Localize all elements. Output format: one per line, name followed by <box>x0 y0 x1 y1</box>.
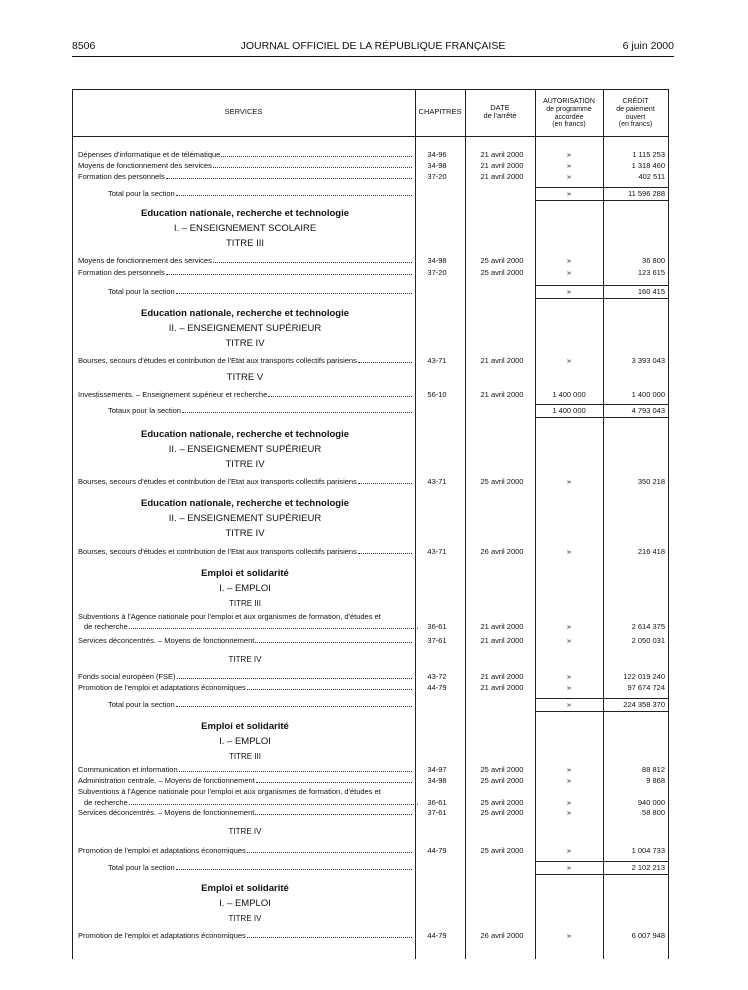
chapitre-cell: 43-72 <box>427 672 447 681</box>
row-label <box>108 405 412 416</box>
ministry-heading: Emploi et solidarité <box>201 883 289 894</box>
label-text: Moyens de fonctionnement des services <box>78 256 212 265</box>
dot-leader <box>247 930 412 938</box>
section-heading: II. – ENSEIGNEMENT SUPÉRIEUR <box>168 513 322 524</box>
dot-leader <box>182 405 412 413</box>
credit-cell: 1 400 000 <box>631 390 665 399</box>
label-text: Communication et information <box>78 765 178 774</box>
dot-leader <box>358 355 412 363</box>
dot-leader <box>213 255 412 263</box>
label-text: Total pour la section <box>108 700 175 709</box>
chapitre-cell: 43-71 <box>427 477 447 486</box>
ministry-heading: Education nationale, recherche et technologie <box>141 208 349 219</box>
date-cell: 25 avril 2000 <box>480 846 524 855</box>
date-cell: 25 avril 2000 <box>480 765 524 774</box>
table-row <box>72 671 668 682</box>
titre-heading: TITRE IV <box>225 528 265 539</box>
credit-cell: 224 358 370 <box>623 700 665 709</box>
label-text: Investissements. – Enseignement supérieur et recherche <box>78 390 268 399</box>
row-label: Subventions à l'Agence nationale pour l'emploi et aux organismes de formation, d'études et <box>78 612 381 621</box>
label-text: Bourses, secours d'études et contribution de l'Etat aux transports collectifs parisiens <box>78 547 357 556</box>
autorisation-cell: » <box>566 161 572 170</box>
date-cell: 21 avril 2000 <box>480 622 524 631</box>
credit-cell: 1 115 253 <box>632 150 665 159</box>
column-divider <box>415 89 416 959</box>
chapitre-cell: 34-98 <box>427 776 447 785</box>
dot-leader <box>176 188 412 196</box>
autorisation-cell: » <box>566 150 572 159</box>
titre-heading: TITRE IV <box>225 338 265 349</box>
date-cell: 25 avril 2000 <box>480 477 524 486</box>
dot-leader <box>177 671 412 679</box>
table-row <box>72 476 668 487</box>
titre-heading: TITRE III <box>229 599 261 608</box>
credit-cell: 402 511 <box>638 172 665 181</box>
date-cell: 21 avril 2000 <box>480 150 524 159</box>
date-cell: 25 avril 2000 <box>480 256 524 265</box>
autorisation-cell: » <box>566 477 572 486</box>
total-row <box>72 286 668 297</box>
chapitre-cell: 36-61 <box>427 798 447 807</box>
date-cell: 25 avril 2000 <box>480 798 524 807</box>
label-text: Total pour la section <box>108 287 175 296</box>
ministry-heading: Education nationale, recherche et technologie <box>141 498 349 509</box>
table-row <box>72 267 668 278</box>
table-row <box>72 786 668 797</box>
issue-date: 6 juin 2000 <box>622 40 674 52</box>
credit-cell: 2 614 375 <box>631 622 665 631</box>
row-label <box>78 775 412 786</box>
dot-leader <box>129 621 418 629</box>
ministry-heading: Education nationale, recherche et technologie <box>141 308 349 319</box>
journal-title: JOURNAL OFFICIEL DE LA RÉPUBLIQUE FRANÇAISE <box>240 40 506 52</box>
autorisation-cell: » <box>566 547 572 556</box>
chapitre-cell: 37-61 <box>427 636 447 645</box>
label-text: Services déconcentrés. – Moyens de fonctionnement <box>78 808 255 817</box>
table-row <box>72 764 668 775</box>
autorisation-cell: » <box>566 672 572 681</box>
header-autorisation: AUTORISATION de programme accordée (en francs) <box>543 98 595 129</box>
dot-leader <box>358 476 412 484</box>
chapitre-cell: 37-20 <box>427 268 447 277</box>
autorisation-cell: » <box>566 863 572 872</box>
credit-cell: 9 868 <box>646 776 665 785</box>
row-label <box>78 389 412 400</box>
label-text: Formation des personnels <box>78 172 165 181</box>
dot-leader <box>213 160 412 168</box>
credit-cell: 160 415 <box>637 287 665 296</box>
total-row <box>72 188 668 199</box>
row-label <box>108 862 412 873</box>
row-label <box>78 635 412 646</box>
dot-leader <box>166 267 412 275</box>
row-label <box>78 149 412 160</box>
row-label <box>108 286 412 297</box>
autorisation-cell: » <box>566 931 572 940</box>
label-text: Promotion de l'emploi et adaptations économiques <box>78 846 246 855</box>
dot-leader <box>176 862 412 870</box>
section-heading: II. – ENSEIGNEMENT SUPÉRIEUR <box>168 444 322 455</box>
label-text: Fonds social européen (FSE) <box>78 672 176 681</box>
autorisation-cell: 1 400 000 <box>552 390 586 399</box>
credit-cell: 940 000 <box>637 798 665 807</box>
autorisation-cell: 1 400 000 <box>552 406 586 415</box>
autorisation-cell: » <box>566 636 572 645</box>
table-row <box>72 389 668 400</box>
credit-cell: 3 393 043 <box>631 356 665 365</box>
table-row <box>72 546 668 557</box>
autorisation-cell: » <box>566 256 572 265</box>
titre-heading: TITRE V <box>226 372 264 383</box>
date-cell: 21 avril 2000 <box>480 172 524 181</box>
page-header <box>72 40 674 56</box>
label-text: Bourses, secours d'études et contribution de l'Etat aux transports collectifs parisiens <box>78 477 357 486</box>
date-cell: 25 avril 2000 <box>480 776 524 785</box>
dot-leader <box>268 389 412 397</box>
header-rule <box>72 56 674 57</box>
table-row <box>72 807 668 818</box>
autorisation-cell: » <box>566 846 572 855</box>
label-text: de recherche <box>84 622 128 631</box>
titre-heading: TITRE IV <box>225 459 265 470</box>
table-row <box>72 171 668 182</box>
ministry-heading: Emploi et solidarité <box>201 721 289 732</box>
label-text: de recherche <box>84 798 128 807</box>
row-label <box>108 188 412 199</box>
autorisation-cell: » <box>566 622 572 631</box>
autorisation-cell: » <box>566 172 572 181</box>
chapitre-cell: 34-98 <box>427 161 447 170</box>
dot-leader <box>256 775 412 783</box>
column-divider <box>603 89 604 959</box>
credit-cell: 216 418 <box>637 547 665 556</box>
chapitre-cell: 43-71 <box>427 356 447 365</box>
autorisation-cell: » <box>566 776 572 785</box>
date-cell: 21 avril 2000 <box>480 390 524 399</box>
row-label <box>78 160 412 171</box>
dot-leader <box>255 635 412 643</box>
table-top-border <box>72 89 668 90</box>
row-label <box>78 845 412 856</box>
autorisation-cell: » <box>566 683 572 692</box>
chapitre-cell: 34-98 <box>427 256 447 265</box>
credit-cell: 58 800 <box>642 808 665 817</box>
chapitre-cell: 44-79 <box>427 931 447 940</box>
label-text: Services déconcentrés. – Moyens de fonctionnement <box>78 636 255 645</box>
label-text: Formation des personnels <box>78 268 165 277</box>
credit-cell: 122 019 240 <box>623 672 665 681</box>
date-cell: 26 avril 2000 <box>480 547 524 556</box>
total-row <box>72 405 668 416</box>
row-label: Subventions à l'Agence nationale pour l'emploi et aux organismes de formation, d'études et <box>78 787 381 796</box>
date-cell: 21 avril 2000 <box>480 683 524 692</box>
dot-leader <box>176 286 412 294</box>
date-cell: 21 avril 2000 <box>480 672 524 681</box>
dot-leader <box>166 171 412 179</box>
row-label <box>78 671 412 682</box>
autorisation-cell: » <box>566 798 572 807</box>
table-row <box>72 160 668 171</box>
autorisation-cell: » <box>566 765 572 774</box>
label-text: Total pour la section <box>108 189 175 198</box>
chapitre-cell: 37-20 <box>427 172 447 181</box>
label-text: Totaux pour la section <box>108 406 181 415</box>
date-cell: 21 avril 2000 <box>480 161 524 170</box>
dot-leader <box>247 682 412 690</box>
header-chapitres: CHAPITRES <box>418 107 462 116</box>
row-label <box>78 171 412 182</box>
dot-leader <box>221 149 412 157</box>
total-row <box>72 699 668 710</box>
credit-cell: 350 218 <box>637 477 665 486</box>
titre-heading: TITRE III <box>229 752 261 761</box>
row-label <box>78 930 412 941</box>
total-row <box>72 862 668 873</box>
credit-cell: 11 596 288 <box>628 189 665 198</box>
dot-leader <box>129 797 418 805</box>
table-row <box>72 930 668 941</box>
table-row <box>72 621 668 632</box>
page-number: 8506 <box>72 40 96 52</box>
credits-table <box>72 89 668 959</box>
row-label <box>78 255 412 266</box>
section-heading: II. – ENSEIGNEMENT SUPÉRIEUR <box>168 323 322 334</box>
table-row <box>72 255 668 266</box>
row-label <box>78 476 412 487</box>
label-text: Moyens de fonctionnement des services <box>78 161 212 170</box>
date-cell: 21 avril 2000 <box>480 356 524 365</box>
dot-leader <box>179 764 412 772</box>
chapitre-cell: 43-71 <box>427 547 447 556</box>
row-label <box>78 807 412 818</box>
label-text: Promotion de l'emploi et adaptations économiques <box>78 683 246 692</box>
titre-heading: TITRE III <box>226 238 264 249</box>
credit-cell: 4 793 043 <box>631 406 665 415</box>
date-cell: 25 avril 2000 <box>480 808 524 817</box>
label-text: Administration centrale. – Moyens de fonctionnement <box>78 776 255 785</box>
chapitre-cell: 44-79 <box>427 846 447 855</box>
titre-heading: TITRE IV <box>228 827 262 836</box>
table-left-border <box>72 89 73 959</box>
dot-leader <box>247 845 412 853</box>
date-cell: 25 avril 2000 <box>480 268 524 277</box>
ministry-heading: Education nationale, recherche et technologie <box>141 429 349 440</box>
credit-cell: 88 812 <box>642 765 665 774</box>
row-label <box>84 621 418 632</box>
ministry-heading: Emploi et solidarité <box>201 568 289 579</box>
row-label <box>78 546 412 557</box>
autorisation-cell: » <box>566 356 572 365</box>
chapitre-cell: 34-97 <box>427 765 447 774</box>
chapitre-cell: 44-79 <box>427 683 447 692</box>
dot-leader <box>176 699 412 707</box>
autorisation-cell: » <box>566 189 572 198</box>
section-heading: I. – EMPLOI <box>219 898 271 909</box>
table-row <box>72 635 668 646</box>
row-label <box>78 682 412 693</box>
header-credit: CRÉDIT de paiement ouvert (en francs) <box>616 98 655 129</box>
header-services: SERVICES <box>224 107 263 116</box>
section-heading: I. – EMPLOI <box>219 736 271 747</box>
chapitre-cell: 34-96 <box>427 150 447 159</box>
credit-cell: 123 615 <box>637 268 665 277</box>
column-header-rule <box>72 136 668 137</box>
autorisation-cell: » <box>566 287 572 296</box>
row-label <box>108 699 412 710</box>
table-row <box>72 845 668 856</box>
chapitre-cell: 56-10 <box>427 390 447 399</box>
autorisation-cell: » <box>566 268 572 277</box>
credit-cell: 1 004 733 <box>631 846 665 855</box>
label-text: Promotion de l'emploi et adaptations économiques <box>78 931 246 940</box>
row-label <box>78 764 412 775</box>
column-divider <box>535 89 536 959</box>
dot-leader <box>255 807 412 815</box>
autorisation-cell: » <box>566 808 572 817</box>
header-date: DATE de l'arrêté <box>483 103 517 121</box>
titre-heading: TITRE IV <box>228 655 262 664</box>
row-label <box>78 267 412 278</box>
table-row <box>72 775 668 786</box>
chapitre-cell: 37-61 <box>427 808 447 817</box>
table-row <box>72 149 668 160</box>
row-label <box>78 355 412 366</box>
table-row <box>72 355 668 366</box>
credit-cell: 6 007 948 <box>631 931 665 940</box>
column-divider <box>465 89 466 959</box>
autorisation-cell: » <box>566 700 572 709</box>
table-right-border <box>668 89 669 959</box>
label-text: Total pour la section <box>108 863 175 872</box>
label-text: Bourses, secours d'études et contribution de l'Etat aux transports collectifs parisiens <box>78 356 357 365</box>
date-cell: 26 avril 2000 <box>480 931 524 940</box>
credit-cell: 36 800 <box>642 256 665 265</box>
credit-cell: 97 674 724 <box>627 683 665 692</box>
credit-cell: 2 102 213 <box>631 863 665 872</box>
dot-leader <box>358 546 412 554</box>
titre-heading: TITRE IV <box>228 914 262 923</box>
date-cell: 21 avril 2000 <box>480 636 524 645</box>
credit-cell: 2 050 031 <box>631 636 665 645</box>
table-row <box>72 682 668 693</box>
credit-cell: 1 318 460 <box>631 161 665 170</box>
section-heading: I. – ENSEIGNEMENT SCOLAIRE <box>173 223 317 234</box>
section-heading: I. – EMPLOI <box>219 583 271 594</box>
label-text: Dépenses d'informatique et de télématique <box>78 150 221 159</box>
chapitre-cell: 36-61 <box>427 622 447 631</box>
